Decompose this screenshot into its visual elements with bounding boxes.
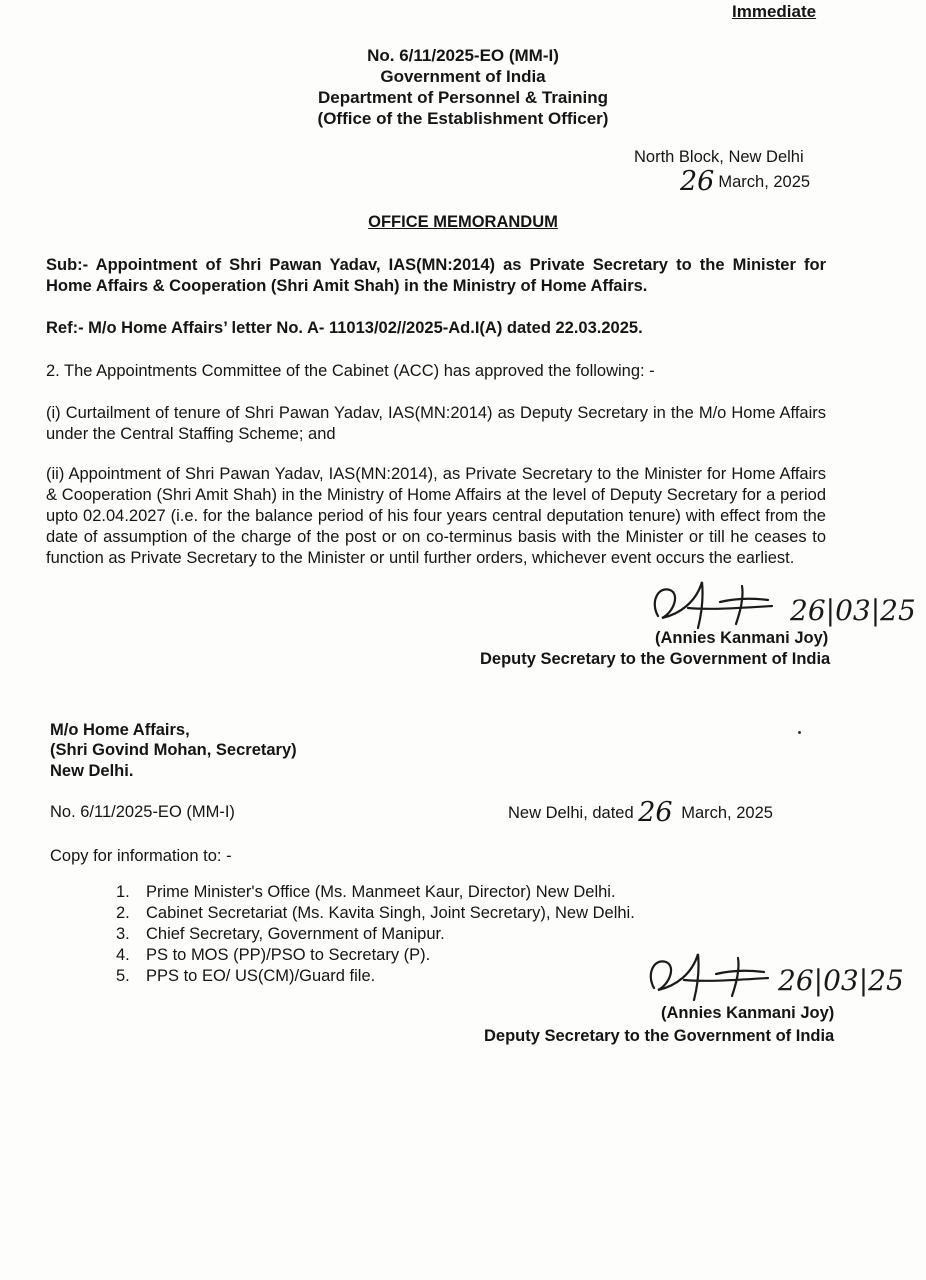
copy-intro: Copy for information to: - [50,847,232,865]
copy-handwritten-day: 26 [638,797,673,828]
copy-list [116,882,635,987]
office-name: (Office of the Establishment Officer) [317,109,609,128]
memo-title: OFFICE MEMORANDUM [368,213,558,231]
list-item: 1. Prime Minister's Office (Ms. Manmeet Kaur, Director) New Delhi. [116,883,616,901]
file-number: No. 6/11/2025-EO (MM-I) [367,46,559,65]
addressee-line-1: M/o Home Affairs, [50,721,190,739]
addressee-line-3: New Delhi. [50,762,134,780]
signatory-designation: Deputy Secretary to the Government of India [480,650,831,668]
copy-date-prefix: New Delhi, dated [508,804,634,822]
handwritten-day: 26 [680,166,715,197]
signature-date: 26|03|25 [790,594,916,627]
subject: Sub:- Appointment of Shri Pawan Yadav, IAS(MN:2014) as Private Secretary to the Minister for Home Affairs & Cooperation (Shri Amit Shah) in the Ministry of Home Affairs. [46,256,826,295]
signature-date-2: 26|03|25 [778,964,904,997]
signatory-designation-2: Deputy Secretary to the Government of India [484,1027,835,1045]
signatory-name: (Annies Kanmani Joy) [655,629,829,647]
copy-date [508,797,773,828]
list-item: 4. PS to MOS (PP)/PSO to Secretary (P). [116,946,431,964]
copy-date-suffix: March, 2025 [681,804,773,822]
place: North Block, New Delhi [634,148,804,166]
paragraph-2: 2. The Appointments Committee of the Cabinet (ACC) has approved the following: - [46,362,655,380]
date-month-year: March, 2025 [718,173,811,191]
signatory-name-2: (Annies Kanmani Joy) [661,1004,835,1022]
government-name: Government of India [380,67,546,86]
speck [798,731,801,734]
addressee-line-2: (Shri Govind Mohan, Secretary) [50,741,297,759]
list-item: 3. Chief Secretary, Government of Manipur. [116,925,445,943]
copy-file-number: No. 6/11/2025-EO (MM-I) [50,803,235,821]
list-item: 5. PPS to EO/ US(CM)/Guard file. [116,967,376,985]
priority-label: Immediate [732,2,817,21]
reference: Ref:- M/o Home Affairs’ letter No. A- 11013/02//2025-Ad.I(A) dated 22.03.2025. [46,319,643,337]
department-name: Department of Personnel & Training [318,88,608,107]
item-i: (i) Curtailment of tenure of Shri Pawan Yadav, IAS(MN:2014) as Deputy Secretary in the M/o Home Affairs under the Central Staffing Scheme; and [46,404,826,443]
list-item: 2. Cabinet Secretariat (Ms. Kavita Singh, Joint Secretary), New Delhi. [116,904,635,922]
issue-date [680,166,810,197]
item-ii: (ii) Appointment of Shri Pawan Yadav, IAS(MN:2014), as Private Secretary to the Minister for Home Affairs & Cooperation (Shri Amit Shah) in the Ministry of Home Affairs at the level of Deputy Secretary for a period upto 02.04.2027 (i.e. for the balance period of his four years central deputation tenure) with effect from the date of assumption of the charge of the post or on co-terminus basis with the Minister or till he ceases to function as Private Secretary to the Minister or until further orders, whichever event occurs the earliest. [46,465,826,567]
signature-2 [636,944,926,1012]
